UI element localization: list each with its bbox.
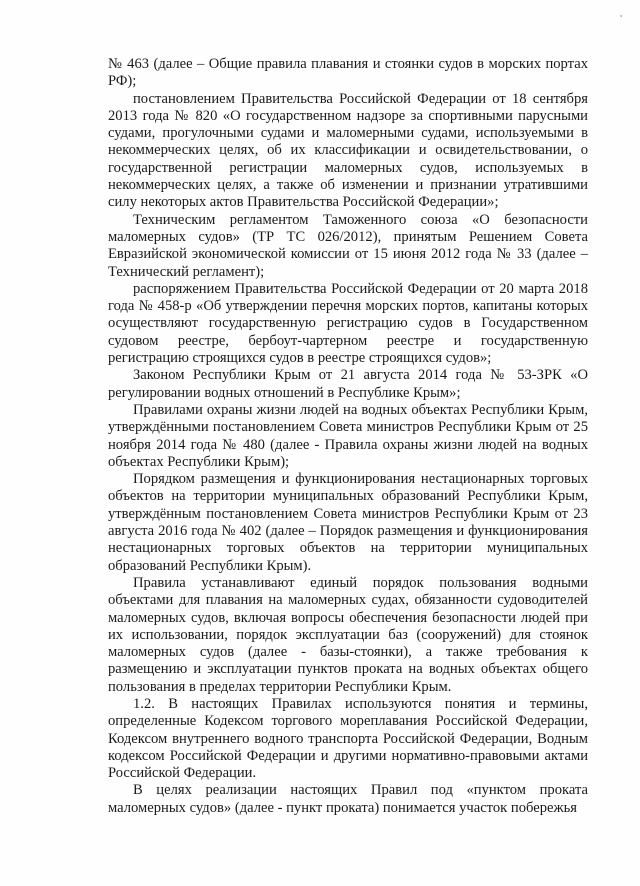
paragraph-section-1-2: 1.2. В настоящих Правилах используются понятия и термины, определенные Кодексом торгового мореплавания Российской Федерации, Кодексом внутреннего водного транспорта Российской Федерации, Водным кодексом Российской Федерации и другими нормативно-правовыми актами Российской Федерации. (108, 695, 588, 782)
paragraph-technical-regulation: Техническим регламентом Таможенного союза «О безопасности маломерных судов» (ТР ТС 026/2012), принятым Решением Совета Евразийской экономической комиссии от 15 июня 2012 года № 33 (далее – Технический регламент); (108, 211, 588, 280)
paragraph-order-458r: распоряжением Правительства Российской Федерации от 20 марта 2018 года № 458-р «Об утверждении перечня морских портов, капитаны которых осуществляют государственную регистрацию судов в Государственном судовом реестре, бербоут-чартерном реестре и государственную регистрацию строящихся судов в реестре строящихся судов»; (108, 280, 588, 367)
paragraph-crimea-law-53: Законом Республики Крым от 21 августа 2014 года № 53-ЗРК «О регулировании водных отношений в Республике Крым»; (108, 367, 588, 401)
paragraph-rental-point-definition: В целях реализации настоящих Правил под «пунктом проката маломерных судов» (далее - пункт проката) понимается участок побережья (108, 782, 588, 816)
paragraph-maritime-rules-ref: № 463 (далее – Общие правила плавания и стоянки судов в морских портах РФ); (108, 56, 588, 90)
paragraph-water-safety-rules: Правилами охраны жизни людей на водных объектах Республики Крым, утверждёнными постановлением Совета министров Республики Крым от 25 ноября 2014 года № 480 (далее - Правила охраны жизни людей на водных объектах Республики Крым); (108, 401, 588, 470)
document-body (108, 56, 588, 817)
paragraph-rules-scope: Правила устанавливают единый порядок пользования водными объектами для плавания на маломерных судах, обязанности судоводителей маломерных судов, включая вопросы обеспечения безопасности людей при их использовании, порядок эксплуатации баз (сооружений) для стоянок маломерных судов (далее - базы-стоянки), а также требования к размещению и эксплуатации пунктов проката на водных объектах общего пользования в пределах территории Республики Крым. (108, 574, 588, 695)
paragraph-trade-objects-procedure: Порядком размещения и функционирования нестационарных торговых объектов на территории муниципальных образований Республики Крым, утверждённым постановлением Совета министров Республики Крым от 23 августа 2016 года № 402 (далее – Порядок размещения и функционирования нестационарных торговых объектов на территории муниципальных образований Республики Крым). (108, 471, 588, 574)
paragraph-government-decree-820: постановлением Правительства Российской Федерации от 18 сентября 2013 года № 820 «О государственном надзоре за спортивными парусными судами, прогулочными судами и маломерными судами, используемыми в некоммерческих целях, об их классификации и освидетельствовании, о государственной регистрации маломерных судов, используемых в некоммерческих целях, а также об изменении и признании утратившими силу некоторых актов Правительства Российской Федерации»; (108, 90, 588, 211)
corner-mark: ' (620, 14, 623, 23)
